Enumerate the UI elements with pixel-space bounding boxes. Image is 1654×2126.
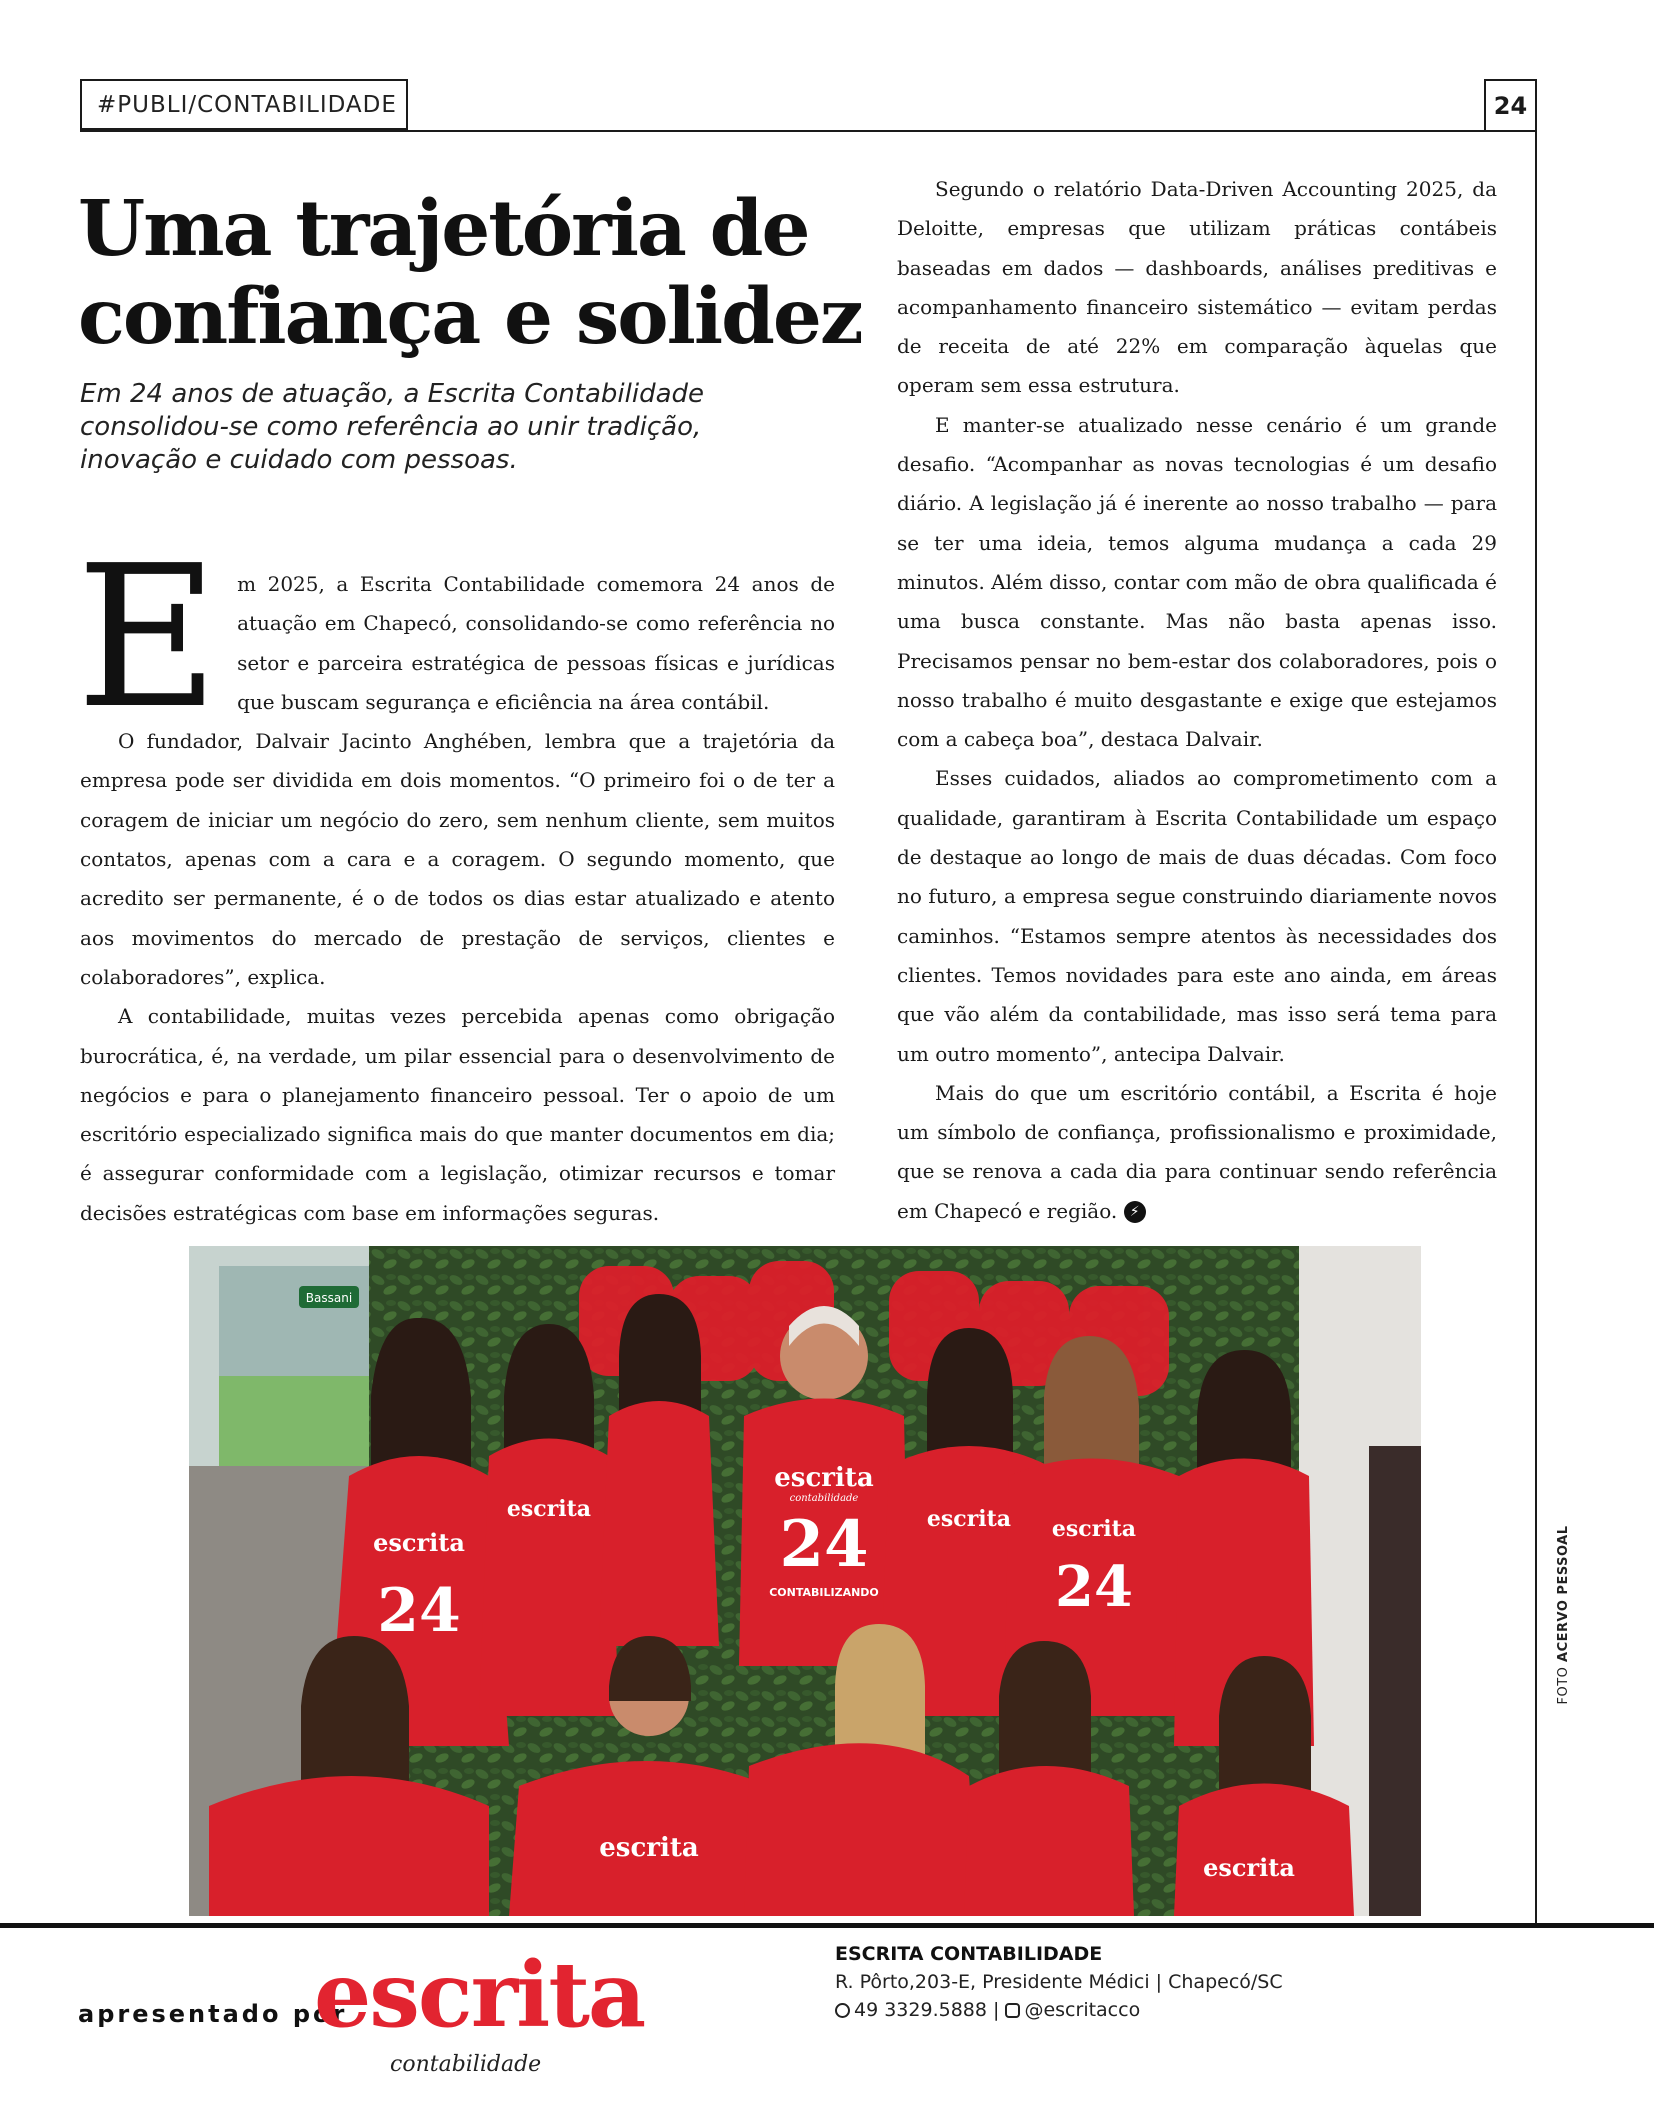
- paragraph-4: Segundo o relatório Data-Driven Accounting 2025, da Deloitte, empresas que utilizam práticas contábeis baseadas em dados — dashboards, análises preditivas e acompanhamento financeiro sistemático — evitam perdas de receita de até 22% em comparação àquelas que operam sem essa estrutura.: [897, 177, 1497, 398]
- shirt-number-2: 24: [377, 1576, 461, 1646]
- left-column: [76, 524, 835, 1233]
- photo-credit: [1552, 1505, 1576, 1725]
- right-column: [897, 170, 1497, 1231]
- drop-cap: E: [76, 524, 220, 752]
- right-margin-rule: [1535, 130, 1537, 1923]
- contact-separator: |: [993, 1999, 1006, 2021]
- section-tag: #PUBLI/CONTABILIDADE: [80, 79, 408, 130]
- title-line-2: confiança e solidez: [78, 272, 862, 362]
- shirt-number-1: 24: [779, 1507, 869, 1582]
- paragraph-7-text: Mais do que um escritório contábil, a Escrita é hoje um símbolo de confiança, profissionalismo e proximidade, que se renova a cada dia para continuar sendo referência em Chapecó e região.: [897, 1080, 1497, 1223]
- title-line-1: Uma trajetória de: [78, 184, 809, 274]
- article-title: [78, 184, 862, 362]
- shirt-brand-5: escrita: [1051, 1516, 1137, 1542]
- company-contacts: [835, 1996, 1283, 2024]
- whatsapp-icon: [835, 2003, 850, 2018]
- team-photo-illustration: [189, 1246, 1421, 1916]
- shirt-brand-7: escrita: [1203, 1853, 1295, 1882]
- shirt-brand-1: escrita: [373, 1528, 465, 1557]
- photo-credit-prefix: FOTO: [1556, 1666, 1571, 1705]
- shirt-brand-6: escrita: [599, 1833, 699, 1863]
- page-number: 24: [1484, 79, 1537, 132]
- paragraph-2: O fundador, Dalvair Jacinto Anghében, lembra que a trajetória da empresa pode ser dividida em dois momentos. “O primeiro foi o de ter a coragem de iniciar um negócio do zero, sem nenhum cliente, sem muitos contatos, apenas com a cara e a coragem. O segundo momento, que acredito ser permanente, é o de todos os dias estar atualizado e atento aos movimentos do mercado de prestação de serviços, clientes e colaboradores”, explica.: [80, 729, 835, 989]
- photo-credit-name: ACERVO PESSOAL: [1556, 1525, 1571, 1662]
- instagram-icon: [1005, 2003, 1020, 2018]
- shirt-brand-2: escrita: [506, 1496, 592, 1522]
- company-name: ESCRITA CONTABILIDADE: [835, 1943, 1103, 1965]
- shirt-sub: contabilidade: [789, 1493, 859, 1504]
- shirt-brand-4: escrita: [926, 1506, 1012, 1532]
- shirt-number-3: 24: [1055, 1554, 1133, 1620]
- paragraph-1: [76, 524, 835, 752]
- shirt-brand-3: escrita: [774, 1463, 874, 1493]
- team-photo: [189, 1246, 1421, 1916]
- store-sign-text: Bassani: [305, 1291, 353, 1305]
- paragraph-7: [897, 1074, 1497, 1231]
- brand-logo[interactable]: escrita: [314, 1942, 645, 2048]
- shirt-tag: CONTABILIZANDO: [769, 1586, 879, 1599]
- paragraph-3: A contabilidade, muitas vezes percebida apenas como obrigação burocrática, é, na verdade, um pilar essencial para o desenvolvimento de negócios e para o planejamento financeiro pessoal. Ter o apoio de um escritório especializado significa mais do que manter documentos em dia; é assegurar conformidade com a legislação, otimizar recursos e tomar decisões estratégicas com base em informações seguras.: [80, 1004, 835, 1225]
- end-mark-icon: ⚡: [1124, 1201, 1146, 1223]
- company-address: R. Pôrto,203-E, Presidente Médici | Chapecó/SC: [835, 1971, 1283, 1993]
- brand-logo-subtitle: contabilidade: [390, 2052, 542, 2077]
- company-phone[interactable]: 49 3329.5888: [854, 1999, 987, 2021]
- paragraph-6: Esses cuidados, aliados ao comprometimento com a qualidade, garantiram à Escrita Contabilidade um espaço de destaque ao longo de mais de duas décadas. Com foco no futuro, a empresa segue construindo diariamente novos caminhos. “Estamos sempre atentos às necessidades dos clientes. Temos novidades para este ano ainda, em áreas que vão além da contabilidade, mas isso será tema para um outro momento”, antecipa Dalvair.: [897, 766, 1497, 1066]
- footer-rule: [0, 1923, 1654, 1928]
- company-info: [835, 1940, 1283, 2024]
- paragraph-1-text: m 2025, a Escrita Contabilidade comemora 24 anos de atuação em Chapecó, consolidando-se como referência no setor e parceira estratégica de pessoas físicas e jurídicas que buscam segurança e eficiência na área contábil.: [237, 572, 835, 714]
- header-rule: [80, 130, 1537, 132]
- presented-by-label: apresentado por: [78, 2000, 348, 2028]
- company-instagram[interactable]: @escritacco: [1024, 1999, 1141, 2021]
- article-subtitle: Em 24 anos de atuação, a Escrita Contabilidade consolidou-se como referência ao unir tradição, inovação e cuidado com pessoas.: [80, 379, 705, 475]
- paragraph-5: E manter-se atualizado nesse cenário é um grande desafio. “Acompanhar as novas tecnologias é um desafio diário. A legislação já é inerente ao nosso trabalho — para se ter uma ideia, temos alguma mudança a cada 29 minutos. Além disso, contar com mão de obra qualificada é uma busca constante. Mas não basta apenas isso. Precisamos pensar no bem-estar dos colaboradores, pois o nosso trabalho é muito desgastante e exige que estejamos com a cabeça boa”, destaca Dalvair.: [897, 412, 1497, 752]
